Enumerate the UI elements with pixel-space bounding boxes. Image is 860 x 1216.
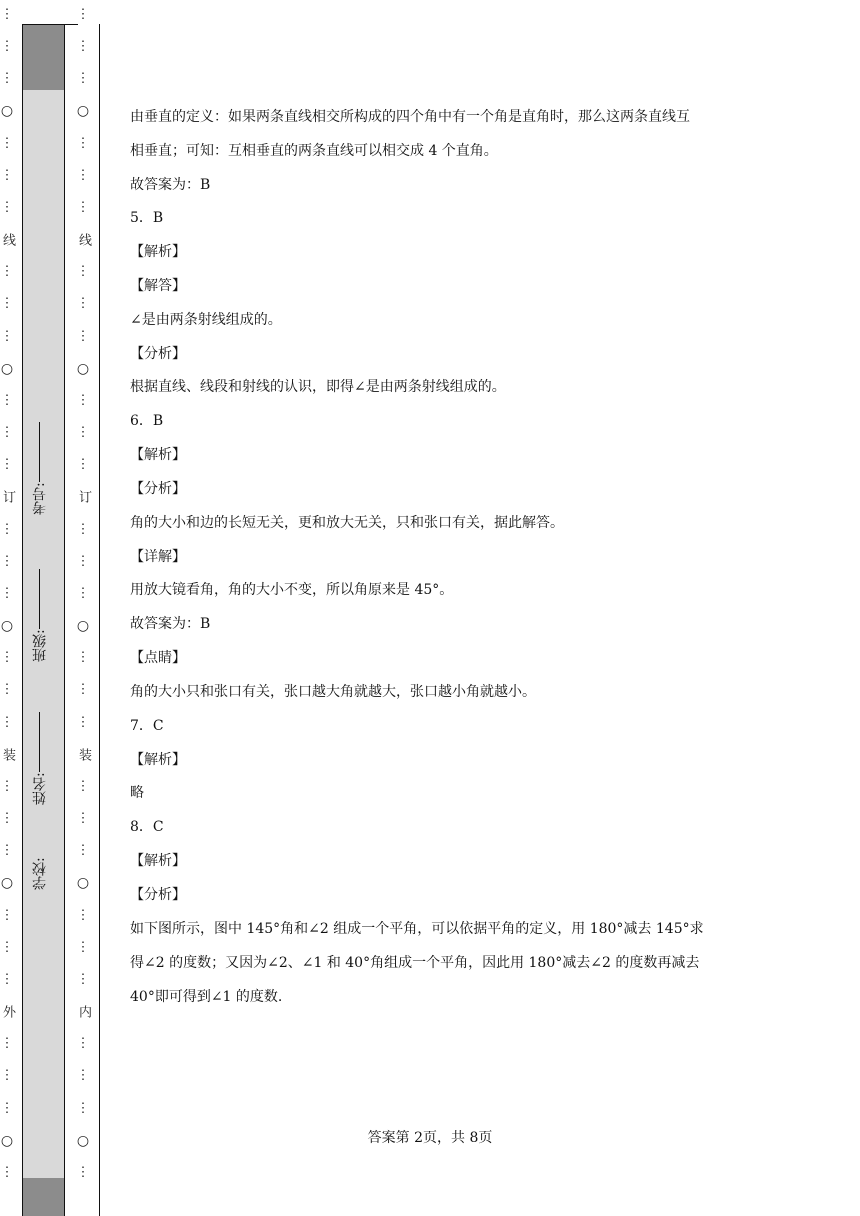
dot-mark: ⋮: [0, 650, 14, 666]
content-line: 得∠2 的度数；又因为∠2、∠1 和 40°角组成一个平角，因此用 180°减去∠2 的度数再减去: [130, 955, 700, 971]
margin-char: 订: [76, 490, 91, 504]
dot-mark: ⋮: [76, 811, 90, 827]
dot-mark: ⋮: [0, 971, 14, 987]
dot-mark: ⋮: [0, 907, 14, 923]
content-line: 根据直线、线段和射线的认识，即得∠是由两条射线组成的。: [130, 379, 506, 395]
content-line: 【分析】: [130, 346, 186, 362]
dot-mark: ⋮: [76, 843, 90, 859]
dot-mark: ⋮: [76, 553, 90, 569]
dot-mark: ⋮: [76, 328, 90, 344]
circle-mark: ○: [0, 875, 14, 892]
class-label: 班级:: [32, 629, 48, 662]
dot-mark: ⋮: [0, 7, 14, 22]
circle-mark: ○: [0, 618, 14, 635]
dot-mark: ⋮: [76, 1100, 90, 1116]
content-line: 用放大镜看角，角的大小不变，所以角原来是 45°。: [130, 582, 454, 598]
page-number: 答案第 2页，共 8页: [367, 1130, 493, 1146]
margin-char: 装: [0, 747, 15, 761]
band-bottom-block: [23, 1178, 64, 1216]
dot-mark: ⋮: [0, 682, 14, 698]
content-line: 相垂直；可知：互相垂直的两条直线可以相交成 4 个直角。: [130, 143, 498, 159]
circle-mark: ○: [76, 103, 90, 120]
content-line: 略: [130, 785, 144, 801]
dot-mark: ⋮: [0, 135, 14, 151]
content-line: 故答案为：B: [130, 616, 211, 632]
dot-mark: ⋮: [76, 585, 90, 601]
dot-mark: ⋮: [0, 1100, 14, 1116]
dot-mark: ⋮: [76, 521, 90, 537]
margin-char: 线: [0, 233, 15, 247]
content-line: ∠是由两条射线组成的。: [130, 312, 282, 328]
content-line: 【解析】: [130, 853, 186, 869]
dot-mark: ⋮: [76, 1036, 90, 1052]
dot-mark: ⋮: [0, 39, 14, 55]
outer-cut-line: [0, 0, 14, 1216]
content-line: 5．B: [130, 210, 164, 226]
content-line: 【解析】: [130, 244, 186, 260]
exam-number-label: 考号:: [32, 482, 48, 515]
dot-mark: ⋮: [0, 939, 14, 955]
dot-mark: ⋮: [0, 199, 14, 215]
dot-mark: ⋮: [0, 1068, 14, 1084]
dot-mark: ⋮: [76, 425, 90, 441]
dot-mark: ⋮: [0, 328, 14, 344]
dot-mark: ⋮: [0, 71, 14, 87]
content-line: 【详解】: [130, 549, 186, 565]
dot-mark: ⋮: [76, 7, 90, 22]
dot-mark: ⋮: [76, 907, 90, 923]
margin-char: 订: [0, 490, 15, 504]
margin-char: 装: [76, 747, 91, 761]
dot-mark: ⋮: [0, 553, 14, 569]
content-line: 由垂直的定义：如果两条直线相交所构成的四个角中有一个角是直角时，那么这两条直线互: [130, 109, 690, 125]
dot-mark: ⋮: [76, 39, 90, 55]
content-line: 【解析】: [130, 752, 186, 768]
dot-mark: ⋮: [76, 1068, 90, 1084]
dot-mark: ⋮: [0, 521, 14, 537]
inner-cut-line: [76, 0, 90, 1216]
margin-char: 外: [0, 1005, 15, 1019]
dot-mark: ⋮: [0, 425, 14, 441]
dot-mark: ⋮: [0, 167, 14, 183]
dot-mark: ⋮: [76, 167, 90, 183]
circle-mark: ○: [0, 360, 14, 377]
school-field: [30, 820, 56, 890]
dot-mark: ⋮: [76, 457, 90, 473]
dot-mark: ⋮: [0, 585, 14, 601]
binding-margin: [0, 0, 100, 1216]
margin-char: 线: [76, 233, 91, 247]
dot-mark: ⋮: [0, 392, 14, 408]
dot-mark: ⋮: [0, 778, 14, 794]
dot-mark: ⋮: [76, 296, 90, 312]
content-line: 40°即可得到∠1 的度数.: [130, 989, 283, 1005]
content-line: 【分析】: [130, 887, 186, 903]
dot-mark: ⋮: [76, 778, 90, 794]
dot-mark: ⋮: [76, 199, 90, 215]
dot-mark: ⋮: [0, 264, 14, 280]
dot-mark: ⋮: [76, 650, 90, 666]
dot-mark: ⋮: [76, 135, 90, 151]
dot-mark: ⋮: [76, 264, 90, 280]
dot-mark: ⋮: [76, 1164, 90, 1180]
dot-mark: ⋮: [0, 811, 14, 827]
dot-mark: ⋮: [0, 296, 14, 312]
circle-mark: ○: [0, 103, 14, 120]
school-label: 学校:: [32, 857, 48, 890]
dot-mark: ⋮: [76, 939, 90, 955]
page-footer: [0, 1127, 860, 1147]
content-line: 8．C: [130, 819, 164, 835]
name-field: [30, 690, 56, 805]
margin-top-rule: [22, 24, 78, 25]
content-line: 7．C: [130, 718, 164, 734]
dot-mark: ⋮: [0, 1164, 14, 1180]
name-label: 姓名:: [32, 772, 48, 805]
dot-mark: ⋮: [0, 843, 14, 859]
content-line: 如下图所示，图中 145°角和∠2 组成一个平角，可以依据平角的定义，用 180°减去 145°求: [130, 921, 704, 937]
dot-mark: ⋮: [76, 714, 90, 730]
class-blank: [40, 569, 41, 629]
content-line: 角的大小和边的长短无关，更和放大无关，只和张口有关，据此解答。: [130, 515, 564, 531]
circle-mark: ○: [76, 1132, 90, 1149]
content-line: 角的大小只和张口有关，张口越大角就越大，张口越小角就越小。: [130, 684, 536, 700]
dot-mark: ⋮: [76, 682, 90, 698]
circle-mark: ○: [76, 618, 90, 635]
dot-mark: ⋮: [0, 714, 14, 730]
exam-number-blank: [40, 422, 41, 482]
name-blank: [40, 712, 41, 772]
margin-right-rule: [99, 24, 100, 1216]
content-line: 【解析】: [130, 447, 186, 463]
circle-mark: ○: [76, 875, 90, 892]
dot-mark: ⋮: [76, 392, 90, 408]
band-top-block: [23, 24, 64, 90]
content-line: 【解答】: [130, 278, 186, 294]
class-field: [30, 542, 56, 662]
dot-mark: ⋮: [0, 457, 14, 473]
dot-mark: ⋮: [76, 71, 90, 87]
content-line: 【分析】: [130, 481, 186, 497]
dot-mark: ⋮: [76, 971, 90, 987]
content-line: 【点睛】: [130, 650, 186, 666]
circle-mark: ○: [76, 360, 90, 377]
circle-mark: ○: [0, 1132, 14, 1149]
dot-mark: ⋮: [0, 1036, 14, 1052]
exam-number-field: [30, 380, 56, 515]
margin-char: 内: [76, 1005, 91, 1019]
content-line: 故答案为：B: [130, 177, 211, 193]
content-line: 6．B: [130, 413, 164, 429]
